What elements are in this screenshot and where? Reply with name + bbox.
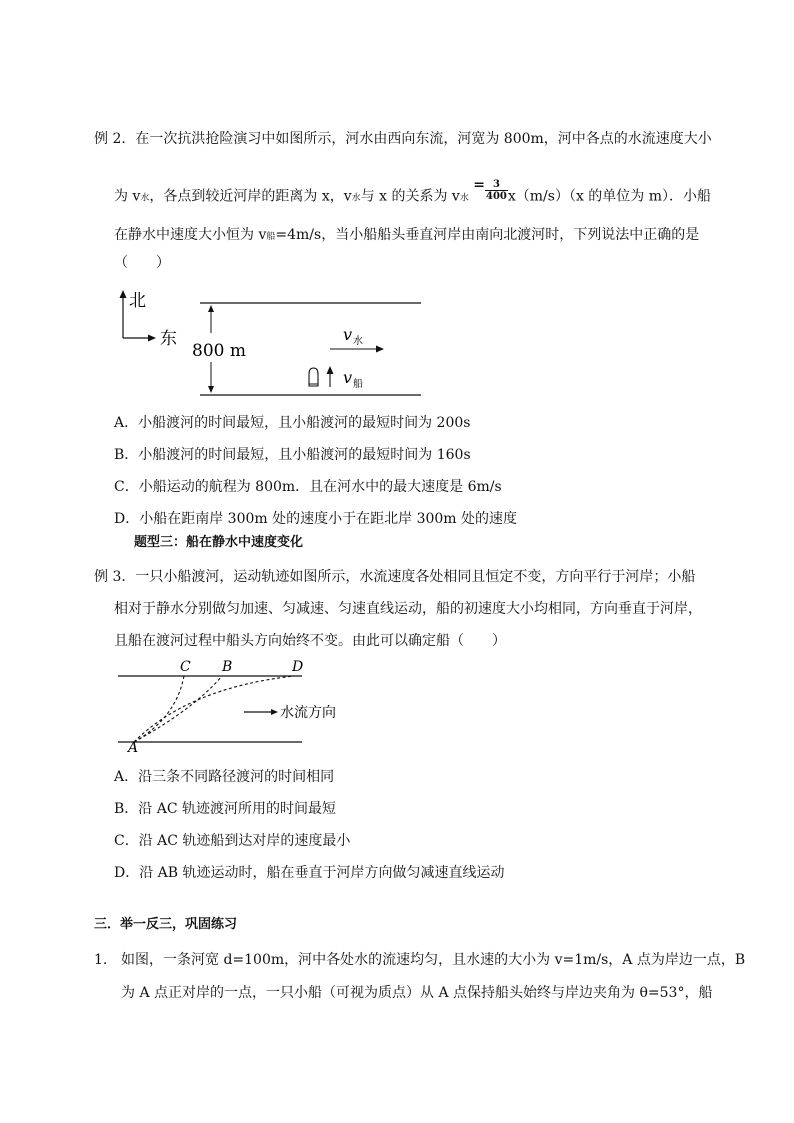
section3-title: 三．举一反三，巩固练习 bbox=[94, 917, 238, 932]
ex2-l2-b: ，各点到较近河岸的距离为 x，v bbox=[149, 188, 352, 205]
ex2-l2-d: x（m/s）（x 的单位为 m）．小船 bbox=[507, 188, 712, 205]
ex2-l2-c: 与 x 的关系为 v bbox=[360, 188, 460, 205]
ex2-frac-den: 400 bbox=[486, 191, 507, 202]
ex3-option-b: B．沿 AC 轨迹渡河所用的时间最短 bbox=[114, 801, 337, 817]
east-label: 东 bbox=[160, 329, 177, 349]
ex2-l2-a: 为 v bbox=[114, 188, 141, 205]
boat-arrowhead-icon bbox=[327, 366, 334, 374]
ex2-l3-a: 在静水中速度大小恒为 v bbox=[114, 227, 267, 243]
type3-title: 题型三：船在静水中速度变化 bbox=[134, 535, 304, 550]
ex3-option-c: C．沿 AC 轨迹船到达对岸的速度最小 bbox=[114, 833, 351, 849]
ex2-line4: （ ） bbox=[114, 255, 170, 271]
ex3-option-d: D．沿 AB 轨迹运动时，船在垂直于河岸方向做匀减速直线运动 bbox=[114, 865, 505, 881]
width-label: 800 m bbox=[192, 341, 246, 361]
q1-line1: 如图，一条河宽 d=100m，河中各处水的流速均匀，且水速的大小为 v=1m/s，A 点为岸边一点，B bbox=[121, 952, 746, 968]
flow-arrowhead-icon bbox=[271, 709, 278, 715]
ex2-line3 bbox=[114, 225, 699, 247]
ex2-option-d: D．小船在距南岸 300m 处的速度小于在距北岸 300m 处的速度 bbox=[114, 511, 518, 527]
point-d-label: D bbox=[292, 659, 304, 675]
ex2-option-a: A．小船渡河的时间最短，且小船渡河的最短时间为 200s bbox=[114, 415, 471, 431]
ex3-option-a: A．沿三条不同路径渡河的时间相同 bbox=[114, 769, 335, 785]
ex2-option-b: B．小船渡河的时间最短，且小船渡河的最短时间为 160s bbox=[114, 447, 471, 463]
ex2-option-c: C．小船运动的航程为 800m．且在河水中的最大速度是 6m/s bbox=[114, 479, 502, 495]
point-b-label: B bbox=[222, 659, 233, 675]
q1-number: 1. bbox=[94, 952, 108, 968]
boat-icon bbox=[309, 368, 318, 386]
path-ac bbox=[134, 676, 184, 742]
north-label: 北 bbox=[129, 291, 146, 311]
ex2-l3-sub: 船 bbox=[266, 232, 276, 242]
ex2-frac-num: 3 bbox=[485, 179, 508, 191]
east-arrowhead-icon bbox=[148, 335, 156, 342]
river-diagram-1 bbox=[110, 288, 430, 403]
point-a-label: A bbox=[128, 740, 139, 756]
point-c-label: C bbox=[180, 659, 191, 675]
width-arrowhead-up-icon bbox=[208, 305, 214, 312]
ex2-fraction bbox=[485, 179, 508, 202]
ex2-l3-b: =4m/s，当小船船头垂直河岸由南向北渡河时，下列说法中正确的是 bbox=[275, 227, 700, 243]
v-boat-sub: 船 bbox=[353, 379, 363, 390]
trajectory-diagram bbox=[114, 654, 336, 756]
ex2-line2 bbox=[114, 176, 712, 209]
ex3-line3: 且船在渡河过程中船头方向始终不变。由此可以确定船（ ） bbox=[114, 633, 506, 649]
ex2-l2-sub3: 水 bbox=[459, 193, 469, 204]
ex2-l2-sub1: 水 bbox=[140, 193, 150, 204]
width-arrowhead-down-icon bbox=[208, 386, 214, 393]
ex3-line2: 相对于静水分别做匀加速、匀减速、匀速直线运动，船的初速度大小均相同，方向垂直于河岸， bbox=[114, 601, 702, 617]
path-ad bbox=[134, 676, 294, 742]
v-water-sub: 水 bbox=[353, 336, 363, 347]
north-arrowhead-icon bbox=[120, 290, 127, 298]
q1-line2: 为 A 点正对岸的一点，一只小船（可视为质点）从 A 点保持船头始终与岸边夹角为 θ=53°，船 bbox=[121, 985, 713, 1001]
ex2-l2-sub2: 水 bbox=[351, 193, 361, 204]
flow-label: 水流方向 bbox=[280, 705, 336, 721]
ex2-line1: 例 2．在一次抗洪抢险演习中如图所示，河水由西向东流，河宽为 800m，河中各点的水流速度大小 bbox=[94, 131, 712, 147]
v-boat-symbol: v bbox=[343, 368, 353, 387]
ex2-equals: = bbox=[473, 176, 486, 193]
ex3-line1: 例 3．一只小船渡河，运动轨迹如图所示，水流速度各处相同且恒定不变，方向平行于河岸；小船 bbox=[94, 569, 696, 585]
v-water-symbol: v bbox=[343, 325, 353, 344]
water-arrowhead-icon bbox=[376, 346, 384, 353]
